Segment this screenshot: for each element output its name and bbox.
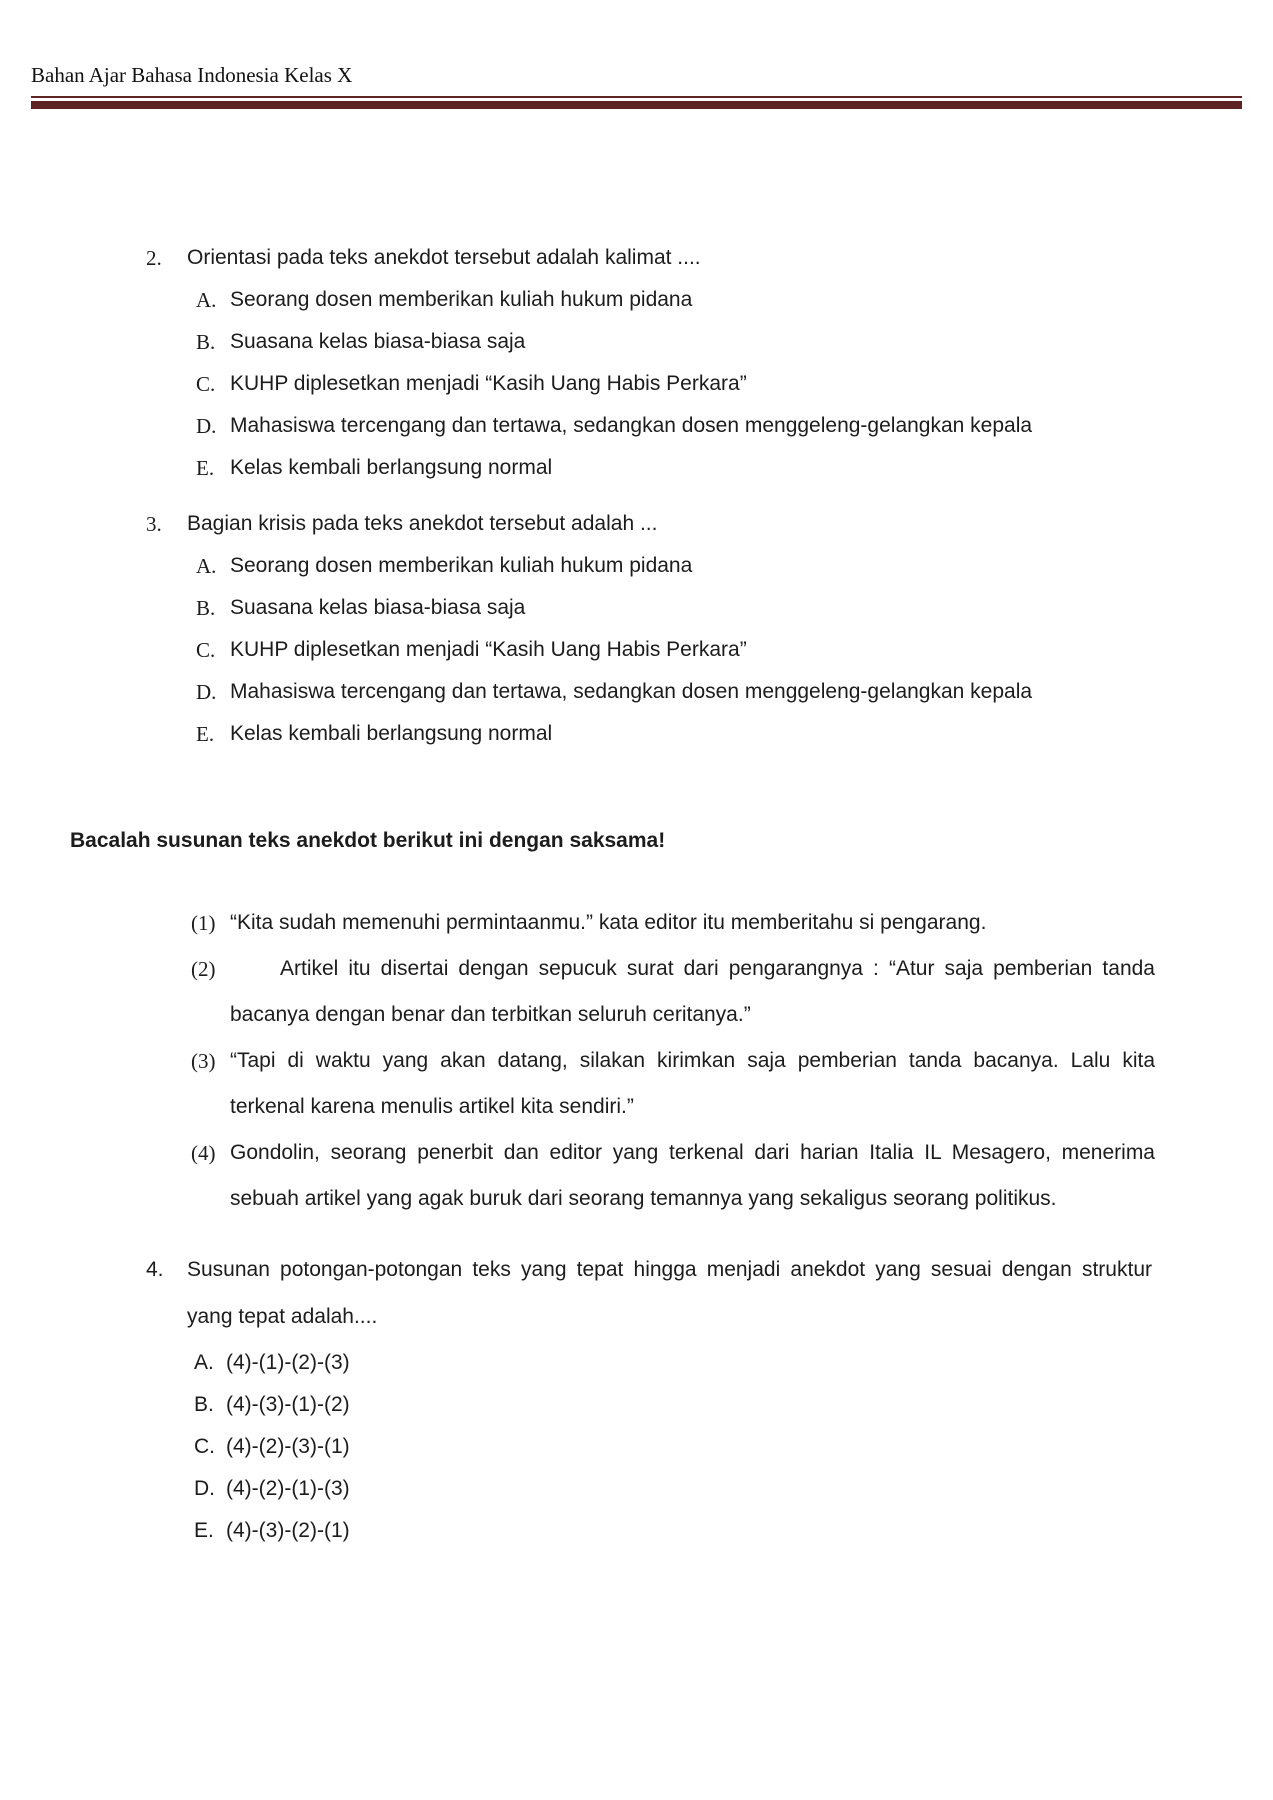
option-label: C.: [194, 1435, 215, 1458]
instruction-heading: Bacalah susunan teks anekdot berikut ini dengan saksama!: [70, 829, 666, 852]
fragment-3: [0, 1038, 1273, 1130]
option-label: C.: [196, 638, 216, 662]
option-row: [0, 413, 1273, 439]
option-row: [0, 553, 1273, 579]
option-row: [0, 1518, 1273, 1544]
option-text: KUHP diplesetkan menjadi “Kasih Uang Habis Perkara”: [230, 638, 747, 661]
question-2-text: Orientasi pada teks anekdot tersebut adalah kalimat ....: [187, 246, 701, 269]
fragment-4: [0, 1130, 1273, 1222]
option-text: KUHP diplesetkan menjadi “Kasih Uang Habis Perkara”: [230, 372, 747, 395]
fragment-text: Gondolin, seorang penerbit dan editor yang terkenal dari harian Italia IL Mesagero, menerima sebuah artikel yang agak buruk dari seorang temannya yang sekaligus seorang politikus.: [230, 1141, 1155, 1210]
option-label: D.: [196, 414, 217, 438]
fragment-marker: (2): [191, 957, 216, 981]
question-2-options: [0, 287, 1273, 481]
fragment-marker: (3): [191, 1049, 216, 1073]
question-4-options: [0, 1350, 1273, 1544]
option-row: [0, 329, 1273, 355]
page-header-title: Bahan Ajar Bahasa Indonesia Kelas X: [31, 63, 353, 87]
option-label: B.: [194, 1393, 214, 1416]
option-row: [0, 1350, 1273, 1376]
header-rule-thick: [31, 101, 1242, 109]
fragment-text: Artikel itu disertai dengan sepucuk surat dari pengarangnya : “Atur saja pemberian tanda bacanya dengan benar dan terbitkan seluruh ceritanya.”: [230, 957, 1155, 1026]
option-text: (4)-(3)-(2)-(1): [226, 1519, 350, 1542]
option-label: E.: [194, 1519, 214, 1542]
option-row: [0, 679, 1273, 705]
option-label: D.: [194, 1477, 215, 1500]
option-label: D.: [196, 680, 217, 704]
option-row: [0, 1434, 1273, 1460]
fragment-text: “Tapi di waktu yang akan datang, silakan kirimkan saja pemberian tanda bacanya. Lalu kita terkenal karena menulis artikel kita sendiri.”: [230, 1049, 1155, 1118]
option-row: [0, 1392, 1273, 1418]
option-text: Mahasiswa tercengang dan tertawa, sedangkan dosen menggeleng-gelangkan kepala: [230, 680, 1033, 703]
option-label: C.: [196, 372, 216, 396]
option-label: E.: [196, 722, 215, 746]
question-2: [0, 245, 1273, 481]
fragment-marker: (1): [191, 911, 216, 935]
option-row: [0, 287, 1273, 313]
question-3-options: [0, 553, 1273, 747]
fragment-2: [0, 946, 1273, 1038]
option-row: [0, 455, 1273, 481]
question-4-text: Susunan potongan-potongan teks yang tepat hingga menjadi anekdot yang sesuai dengan struktur yang tepat adalah....: [187, 1258, 1152, 1328]
fragment-1: [0, 900, 1273, 946]
option-row: [0, 637, 1273, 663]
option-label: A.: [196, 288, 217, 312]
option-text: Kelas kembali berlangsung normal: [230, 456, 553, 479]
option-row: [0, 721, 1273, 747]
question-3-text: Bagian krisis pada teks anekdot tersebut adalah ...: [187, 512, 658, 535]
anecdote-fragments: [0, 900, 1273, 1222]
option-text: (4)-(2)-(1)-(3): [226, 1477, 350, 1500]
option-label: B.: [196, 330, 216, 354]
option-text: (4)-(2)-(3)-(1): [226, 1435, 350, 1458]
option-label: A.: [196, 554, 217, 578]
header-double-rule: [31, 96, 1242, 109]
option-row: [0, 1476, 1273, 1502]
option-text: Suasana kelas biasa-biasa saja: [230, 596, 526, 619]
option-text: (4)-(1)-(2)-(3): [226, 1351, 350, 1374]
option-text: (4)-(3)-(1)-(2): [226, 1393, 350, 1416]
question-3: [0, 511, 1273, 747]
option-text: Kelas kembali berlangsung normal: [230, 722, 553, 745]
question-4: [0, 1246, 1273, 1544]
option-text: Mahasiswa tercengang dan tertawa, sedangkan dosen menggeleng-gelangkan kepala: [230, 414, 1033, 437]
option-text: Seorang dosen memberikan kuliah hukum pidana: [230, 288, 693, 311]
option-text: Seorang dosen memberikan kuliah hukum pidana: [230, 554, 693, 577]
fragment-marker: (4): [191, 1141, 216, 1165]
question-4-number: 4.: [146, 1258, 164, 1281]
fragment-text: “Kita sudah memenuhi permintaanmu.” kata editor itu memberitahu si pengarang.: [230, 911, 987, 934]
option-label: E.: [196, 456, 215, 480]
option-row: [0, 371, 1273, 397]
option-label: A.: [194, 1351, 214, 1374]
question-3-number: 3.: [146, 512, 162, 536]
option-row: [0, 595, 1273, 621]
option-label: B.: [196, 596, 216, 620]
option-text: Suasana kelas biasa-biasa saja: [230, 330, 526, 353]
question-2-number: 2.: [146, 246, 162, 270]
